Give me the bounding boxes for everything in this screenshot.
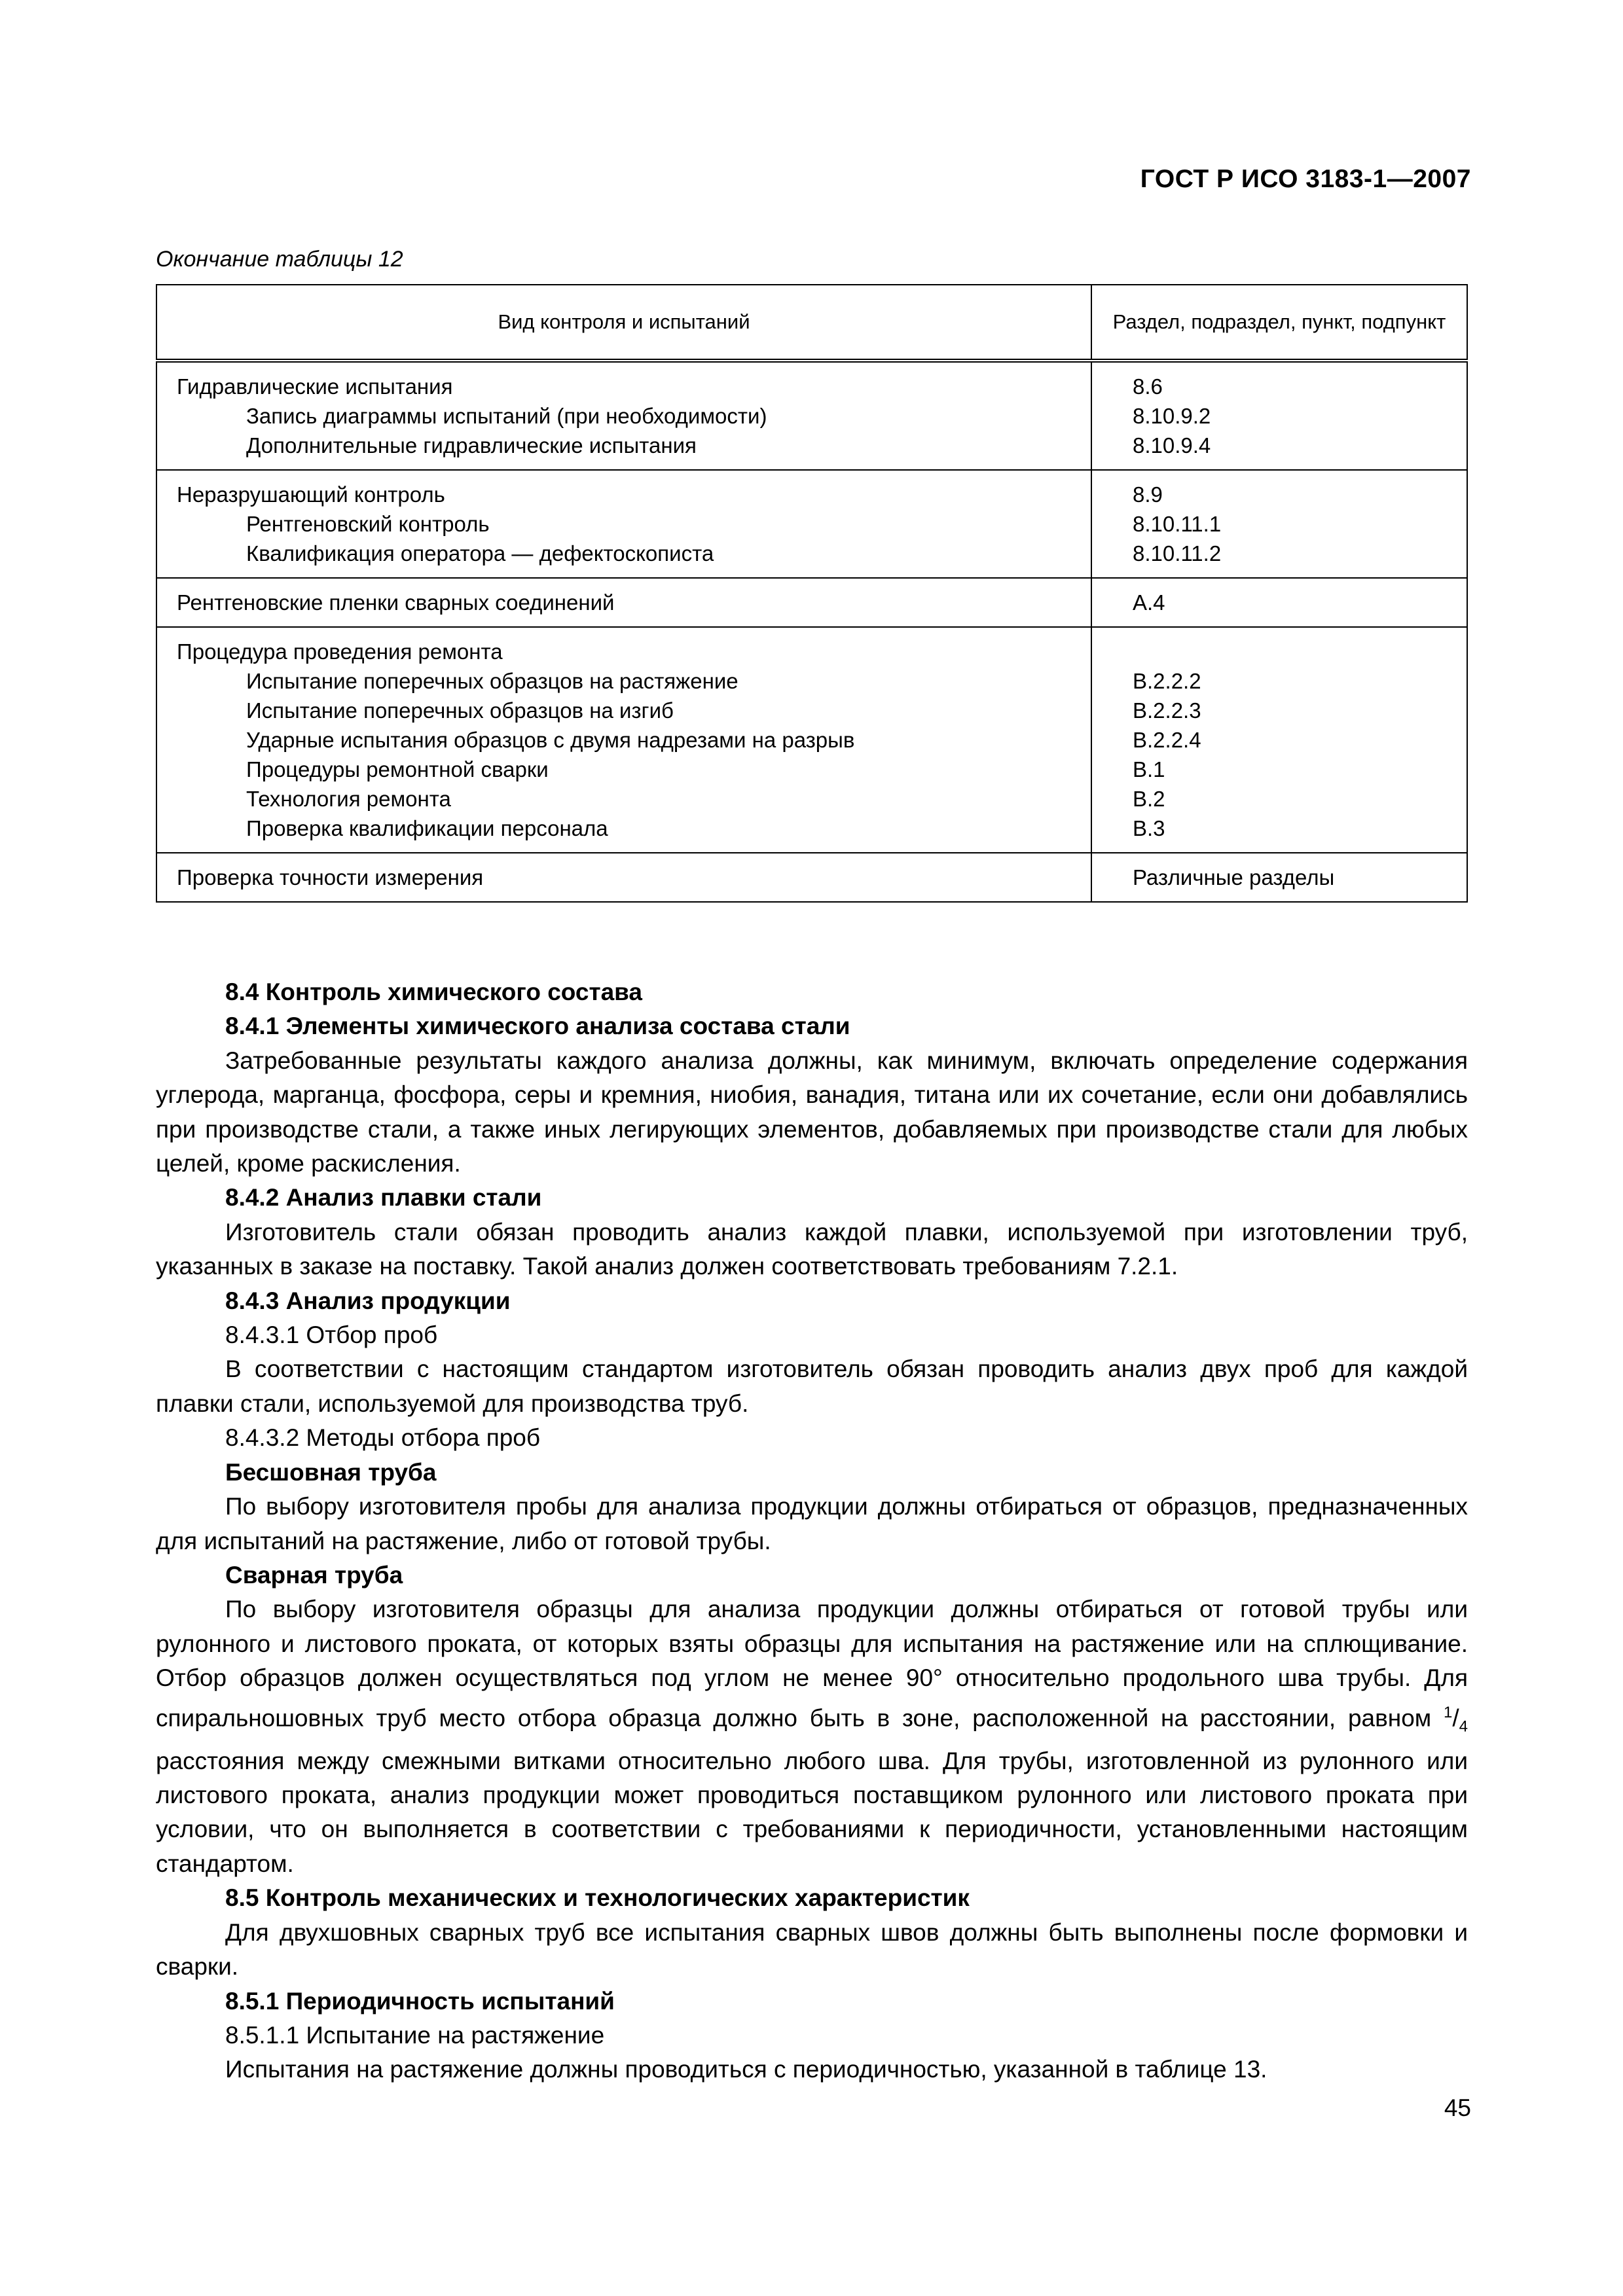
table-row [156, 853, 1467, 902]
paragraph: По выбору изготовителя пробы для анализа продукции должны отбираться от образцов, предназначенных для испытаний на растяжение, либо от готовой трубы. [156, 1493, 1468, 1554]
section-heading: 8.5 Контроль механических и технологических характеристик [225, 1884, 970, 1912]
group-title: Гидравлические испытания [177, 374, 453, 399]
clause-title: 8.5.1.1 Испытание на растяжение [225, 2021, 605, 2049]
group-title: Неразрушающий контроль [177, 482, 445, 507]
item-ref: 8.10.11.1 [1133, 512, 1222, 536]
clause-title: 8.4.3.1 Отбор проб [225, 1321, 438, 1349]
group-ref: 8.6 [1133, 374, 1163, 399]
table-cell-ref [1091, 470, 1467, 578]
paragraph: Затребованные результаты каждого анализа должны, как минимум, включать определение содержания углерода, марганца, фосфора, серы и кремния, ниобия, ванадия, титана или их сочетание, если они добавлялись при производстве стали, а также иных легирующих элементов, добавляемых при производстве стали для любых целей, кроме раскисления. [156, 1047, 1468, 1177]
paragraph: Изготовитель стали обязан проводить анализ каждой плавки, используемой при изготовлении труб, указанных в заказе на поставку. Такой анализ должен соответствовать требованиям 7.2.1. [156, 1218, 1468, 1280]
paragraph-part: расстояния между смежными витками относительно любого шва. Для трубы, изготовленной из рулонного или листового проката, анализ продукции может проводиться поставщиком рулонного или листового проката при условии, что он выполняется в соответствии с требованиями к периодичности, установленными настоящим стандартом. [156, 1747, 1468, 1877]
subsection-heading: 8.5.1 Периодичность испытаний [225, 1987, 615, 2015]
group-item: Дополнительные гидравлические испытания [246, 433, 697, 457]
group-item: Испытание поперечных образцов на растяжение [246, 669, 739, 693]
table-cell-type [156, 361, 1091, 470]
document-body [156, 975, 1468, 2087]
table-row [156, 578, 1467, 627]
item-ref: В.2 [1133, 787, 1165, 811]
table-cell-ref [1091, 361, 1467, 470]
column-header-type: Вид контроля и испытаний [156, 285, 1091, 361]
group-ref: 8.9 [1133, 482, 1163, 507]
fraction-numerator: 1 [1444, 1703, 1453, 1721]
item-ref: В.1 [1133, 757, 1165, 781]
subsection-heading: 8.4.1 Элементы химического анализа состава стали [225, 1013, 850, 1040]
group-ref [1133, 637, 1452, 666]
group-item: Технология ремонта [246, 787, 451, 811]
paragraph-part: По выбору изготовителя образцы для анализа продукции должны отбираться от готовой трубы или рулонного и листового проката, от которых взяты образцы для испытания на растяжение или на сплющивание. Отбор образцов должен осуществляться под углом не менее 90° относительно продольного шва трубы. Для спиральношовных труб место отбора образца должно быть в зоне, расположенной на расстоянии, равном [156, 1596, 1468, 1731]
section-heading: 8.4 Контроль химического состава [225, 978, 643, 1005]
subsection-heading: 8.4.2 Анализ плавки стали [225, 1184, 542, 1211]
clause-title: 8.4.3.2 Методы отбора проб [225, 1424, 541, 1452]
table-row [156, 470, 1467, 578]
table-cell-ref [1091, 627, 1467, 853]
group-ref: А.4 [1133, 590, 1165, 615]
group-item: Проверка квалификации персонала [246, 816, 608, 840]
document-code: ГОСТ Р ИСО 3183-1—2007 [1140, 165, 1471, 193]
group-title: Проверка точности измерения [177, 865, 484, 889]
group-ref: Различные разделы [1133, 865, 1335, 889]
fraction-denominator: 4 [1459, 1717, 1468, 1736]
item-ref: В.2.2.4 [1133, 728, 1201, 752]
table-header-row [156, 285, 1467, 361]
paragraph: Испытания на растяжение должны проводиться с периодичностью, указанной в таблице 13. [225, 2056, 1267, 2083]
item-ref: В.2.2.2 [1133, 669, 1201, 693]
item-ref: 8.10.11.2 [1133, 541, 1222, 565]
group-item: Запись диаграммы испытаний (при необходимости) [246, 404, 767, 428]
table-cell-type [156, 470, 1091, 578]
group-item: Квалификация оператора — дефектоскописта [246, 541, 714, 565]
group-title: Рентгеновские пленки сварных соединений [177, 590, 615, 615]
table-cell-type [156, 627, 1091, 853]
item-ref: В.2.2.3 [1133, 698, 1201, 723]
paragraph: В соответствии с настоящим стандартом изготовитель обязан проводить анализ двух проб для каждой плавки стали, используемой для производства труб. [156, 1355, 1468, 1417]
table-row [156, 627, 1467, 853]
group-item: Ударные испытания образцов с двумя надрезами на разрыв [246, 728, 855, 752]
item-ref: 8.10.9.4 [1133, 433, 1211, 457]
group-item: Рентгеновский контроль [246, 512, 490, 536]
table-row [156, 361, 1467, 470]
column-header-ref: Раздел, подраздел, пункт, подпункт [1091, 285, 1467, 361]
run-in-heading: Сварная труба [225, 1561, 403, 1588]
subsection-heading: 8.4.3 Анализ продукции [225, 1287, 511, 1314]
paragraph: Для двухшовных сварных труб все испытания сварных швов должны быть выполнены после формовки и сварки. [156, 1918, 1468, 1981]
group-item: Испытание поперечных образцов на изгиб [246, 698, 674, 723]
item-ref: В.3 [1133, 816, 1165, 840]
item-ref: 8.10.9.2 [1133, 404, 1211, 428]
run-in-heading: Бесшовная труба [225, 1458, 437, 1486]
table-cell-type [156, 853, 1091, 902]
page-number: 45 [1444, 2094, 1471, 2121]
inspection-table [156, 284, 1468, 903]
table-caption: Окончание таблицы 12 [156, 247, 403, 272]
table-cell-ref [1091, 853, 1467, 902]
group-title: Процедура проведения ремонта [177, 639, 503, 664]
paragraph: По выбору изготовителя образцы для анализа продукции должны отбираться от готовой трубы или рулонного и листового проката, от которых взяты образцы для испытания на растяжение или на сплющивание. Отбор образцов должен осуществляться под углом не менее 90° относительно продольного шва трубы. Для спиральношовных труб место отбора образца должно быть в зоне, расположенной на расстоянии, равном $^1/_4$ расстояния между смежными витками относительно любого шва. Для трубы, изготовленной из рулонного или листового проката, анализ продукции может проводиться поставщиком рулонного или листового проката при условии, что он выполняется в соответствии с требованиями к периодичности, установленными настоящим стандартом. [156, 1596, 1468, 1877]
group-item: Процедуры ремонтной сварки [246, 757, 549, 781]
table-cell-type [156, 578, 1091, 627]
table-cell-ref [1091, 578, 1467, 627]
